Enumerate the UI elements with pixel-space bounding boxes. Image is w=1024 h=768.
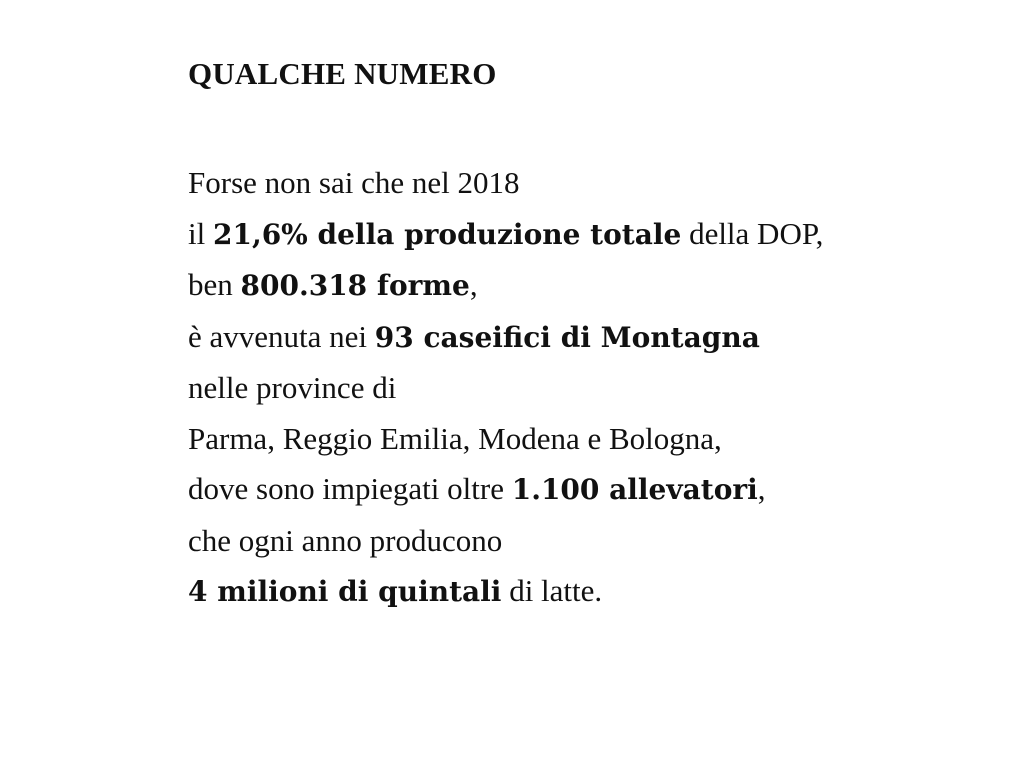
line-text: ben — [188, 267, 241, 302]
line-text: nelle province di — [188, 370, 397, 405]
line-text: di latte. — [501, 573, 603, 608]
line-text: della DOP, — [681, 215, 824, 251]
slide-content — [188, 52, 988, 618]
slide-body — [188, 158, 988, 618]
body-line — [188, 260, 988, 312]
line-text: Forse non sai che nel 2018 — [188, 165, 520, 200]
highlight-text: 93 caseifici di Montagna — [374, 320, 760, 354]
highlight-text: 800.318 forme — [240, 269, 470, 302]
body-line — [188, 414, 988, 465]
line-text: , — [757, 471, 766, 506]
body-line — [188, 158, 988, 209]
line-text: , — [469, 267, 478, 302]
line-text: è avvenuta nei — [188, 318, 375, 354]
line-text: il — [188, 215, 213, 251]
highlight-text: 4 milioni di quintali — [188, 575, 502, 608]
body-line — [188, 516, 988, 567]
highlight-text: 1.100 allevatori — [511, 473, 758, 506]
line-text: dove sono impiegati oltre — [188, 471, 512, 506]
body-line — [188, 464, 988, 516]
body-line — [188, 566, 988, 618]
body-line — [188, 209, 988, 261]
line-text: Parma, Reggio Emilia, Modena e Bologna, — [188, 420, 722, 456]
body-line — [188, 363, 988, 414]
body-line — [188, 312, 988, 364]
line-text: che ogni anno producono — [188, 522, 503, 558]
highlight-text: 21,6% della produzione totale — [212, 217, 682, 251]
slide-title: QUALCHE NUMERO — [188, 56, 497, 91]
